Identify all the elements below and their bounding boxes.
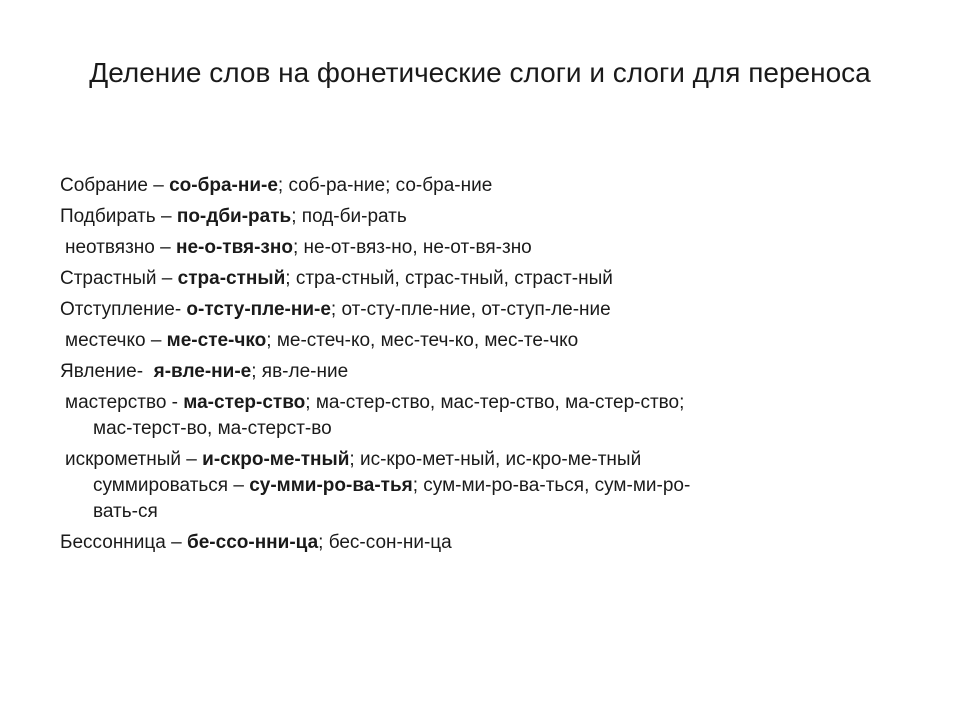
phonetic-syllables: я-вле-ни-е [153, 361, 252, 382]
slide-body [60, 170, 880, 558]
word: Бессонница [60, 532, 166, 553]
hyphenation-variants: ; ме-стеч-ко, мес-теч-ко, мес-те-чко [266, 330, 579, 351]
list-item: искрометный – и-скро-ме-тный; ис-кро-мет-ный, ис-кро-ме-тный суммироваться – су-мми-ро-ва-тья; сум-ми-ро-ва-ться, сум-ми-ро- вать-ся [60, 444, 880, 527]
list-item: Страстный – стра-стный; стра-стный, страс-тный, страст-ный [60, 268, 613, 289]
word: искрометный [65, 449, 182, 470]
list-item: Отступление- о-тсту-пле-ни-е; от-сту-пле-ние, от-ступ-ле-ние [60, 299, 611, 320]
word: мастерство [65, 392, 167, 413]
phonetic-syllables: и-скро-ме-тный [202, 449, 350, 470]
list-item: Подбирать – по-дби-рать; под-би-рать [60, 206, 407, 227]
hyphenation-variants: ; под-би-рать [291, 206, 407, 227]
phonetic-syllables: бе-ссо-нни-ца [187, 532, 319, 553]
phonetic-syllables: ма-стер-ство [183, 392, 306, 413]
word: Страстный [60, 268, 157, 289]
list-item: Собрание – со-бра-ни-е; соб-ра-ние; со-бра-ние [60, 175, 493, 196]
hyphenation-variants: ; яв-ле-ние [251, 361, 349, 382]
sub-item: суммироваться – су-мми-ро-ва-тья; сум-ми-ро-ва-ться, сум-ми-ро- вать-ся [93, 475, 691, 522]
word: Подбирать [60, 206, 156, 227]
word: неотвязно [65, 237, 155, 258]
word: Явление [60, 361, 137, 382]
word: местечко [65, 330, 146, 351]
list-item: Явление- я-вле-ни-е; яв-ле-ние [60, 361, 349, 382]
phonetic-syllables: стра-стный [177, 268, 286, 289]
list-item: Бессонница – бе-ссо-нни-ца; бес-сон-ни-ца [60, 532, 452, 553]
phonetic-syllables: по-дби-рать [176, 206, 292, 227]
hyphenation-variants: ; соб-ра-ние; со-бра-ние [277, 175, 493, 196]
list-item: мастерство - ма-стер-ство; ма-стер-ство, мас-тер-ство, ма-стер-ство; мас-терст-во, ма-стерст-во [60, 387, 880, 444]
hyphenation-variants: ; ма-стер-ство, мас-тер-ство, ма-стер-ство; [305, 392, 685, 413]
list-item: неотвязно – не-о-твя-зно; не-от-вяз-но, не-от-вя-зно [65, 237, 532, 258]
hyphenation-variants: ; не-от-вяз-но, не-от-вя-зно [292, 237, 532, 258]
hyphenation-variants: ; от-сту-пле-ние, от-ступ-ле-ние [330, 299, 611, 320]
phonetic-syllables: со-бра-ни-е [169, 175, 278, 196]
slide-title: Деление слов на фонетические слоги и слоги для переноса [89, 57, 871, 88]
word: суммироваться [93, 475, 229, 496]
phonetic-syllables: о-тсту-пле-ни-е [186, 299, 331, 320]
phonetic-syllables: су-мми-ро-ва-тья [249, 475, 413, 496]
hyphenation-variants: ; стра-стный, страс-тный, страст-ный [285, 268, 613, 289]
word: Собрание [60, 175, 148, 196]
hyphenation-variants: ; сум-ми-ро-ва-ться, сум-ми-ро- [412, 475, 691, 496]
phonetic-syllables: ме-сте-чко [166, 330, 267, 351]
hyphenation-variants: ; ис-кро-мет-ный, ис-кро-ме-тный [349, 449, 642, 470]
phonetic-syllables: не-о-твя-зно [175, 237, 293, 258]
word: Отступление [60, 299, 175, 320]
hyphenation-variants: ; бес-сон-ни-ца [318, 532, 452, 553]
list-item: местечко – ме-сте-чко; ме-стеч-ко, мес-теч-ко, мес-те-чко [65, 330, 579, 351]
hyphenation-variants-continued: мас-терст-во, ма-стерст-во [93, 418, 332, 439]
hyphenation-variants-continued: вать-ся [93, 501, 158, 522]
